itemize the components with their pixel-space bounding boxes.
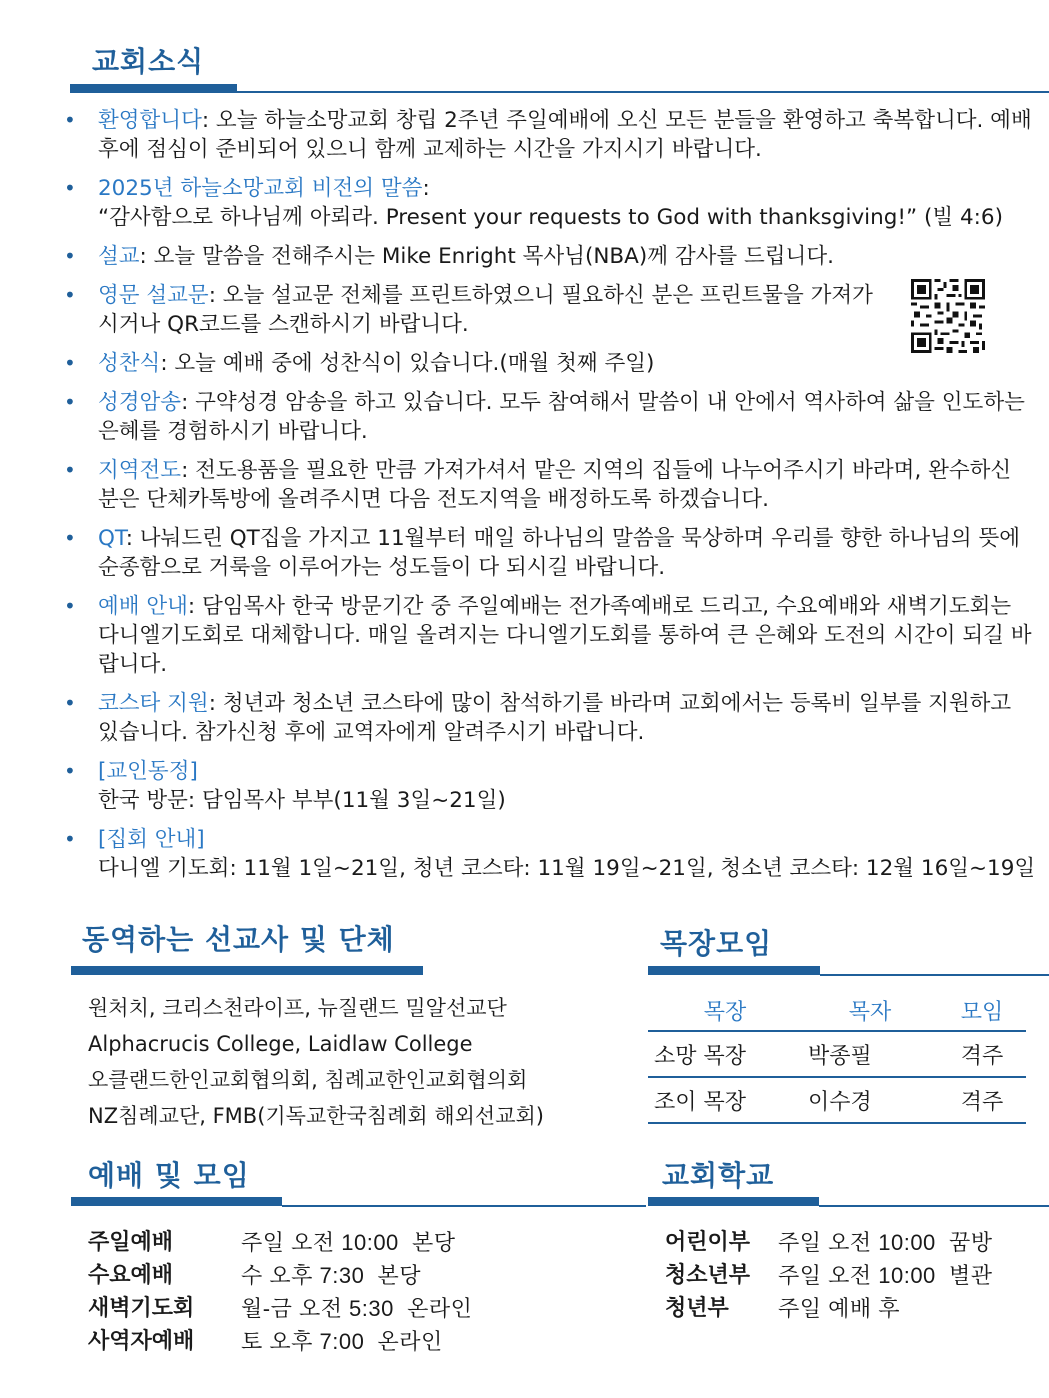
news-title-underline — [70, 84, 237, 93]
news-item-vision — [62, 174, 1037, 232]
news-divider — [237, 91, 1049, 93]
school-schedule — [665, 1226, 993, 1325]
news-item-kosta — [62, 689, 1037, 747]
missions-line: 오클랜드한인교회협의회, 침례교한인교회협의회 — [88, 1068, 528, 1092]
cell-frequency: 격주 — [938, 1077, 1026, 1123]
schedule-name: 수요예배 — [88, 1263, 174, 1288]
news-item-memorization — [62, 388, 1037, 446]
news-item-label: 성찬식 — [98, 351, 161, 376]
missions-line: 원처치, 크리스천라이프, 뉴질랜드 밀알선교단 — [88, 996, 507, 1020]
news-item-meetings — [62, 825, 1037, 883]
missions-list — [88, 990, 544, 1134]
schedule-row — [665, 1259, 993, 1292]
schedule-row — [88, 1259, 472, 1292]
news-item-text: : 나눠드린 QT집을 가지고 11월부터 매일 하나님의 말씀을 묵상하며 우리를 향한 하나님의 뜻에 순종함으로 거룩을 이루어가는 성도들이 다 되시길 바랍니다. — [98, 526, 1021, 580]
member-news-text: 한국 방문: 담임목사 부부(11월 3일~21일) — [98, 788, 506, 813]
schedule-name: 사역자예배 — [88, 1329, 195, 1354]
school-title: 교회학교 — [662, 1159, 775, 1192]
column-header: 목자 — [802, 990, 938, 1031]
news-list — [62, 106, 1037, 893]
news-item-text: : 청년과 청소년 코스타에 많이 참석하기를 바라며 교회에서는 등록비 일부를 지원하고 있습니다. 참가신청 후에 교역자에게 알려주시기 바랍니다. — [98, 691, 1012, 745]
news-item-text: : — [422, 176, 430, 201]
news-item-label: 설교 — [98, 244, 140, 269]
news-item-worship-notice — [62, 592, 1037, 679]
bullet-icon: • — [64, 827, 76, 851]
news-item-text: : 오늘 설교문 전체를 프린트하였으니 필요하신 분은 프린트물을 가져가시거나 QR코드를 스캔하시기 바랍니다. — [98, 283, 873, 337]
bullet-icon: • — [64, 351, 76, 375]
schedule-time: 주일 오전 10:00 꿈방 — [778, 1230, 993, 1255]
news-item-communion — [62, 349, 1037, 378]
news-item-label: 환영합니다 — [98, 108, 202, 133]
schedule-row — [665, 1292, 993, 1325]
schedule-name: 어린이부 — [665, 1230, 751, 1255]
missions-title: 동역하는 선교사 및 단체 — [82, 923, 395, 956]
schedule-name: 청소년부 — [665, 1263, 751, 1288]
missions-title-underline — [71, 966, 423, 975]
worship-schedule — [88, 1226, 472, 1358]
worship-title: 예배 및 모임 — [88, 1159, 250, 1192]
table-header-row — [648, 990, 1026, 1031]
cell-name: 조이 목장 — [648, 1077, 802, 1123]
bullet-icon: • — [64, 691, 76, 715]
news-item-label: [집회 안내] — [98, 827, 205, 852]
cell-leader: 이수경 — [802, 1077, 938, 1123]
cells-title: 목장모임 — [660, 927, 773, 960]
news-item-welcome — [62, 106, 1037, 164]
bullet-icon: • — [64, 244, 76, 268]
news-item-text: : 전도용품을 필요한 만큼 가져가셔서 맡은 지역의 집들에 나누어주시기 바라며, 완수하신 분은 단체카톡방에 올려주시면 다음 전도지역을 배정하도록 하겠습니다. — [98, 458, 1012, 512]
worship-divider — [282, 1205, 646, 1207]
schedule-name: 주일예배 — [88, 1230, 174, 1255]
news-item-label: 코스타 지원 — [98, 691, 209, 716]
bullet-icon: • — [64, 390, 76, 414]
table-row — [648, 1077, 1026, 1123]
schedule-row — [88, 1325, 472, 1358]
qr-code-icon[interactable] — [911, 279, 985, 353]
schedule-time: 토 오후 7:00 온라인 — [241, 1329, 443, 1354]
bullet-icon: • — [64, 759, 76, 783]
news-item-sermon — [62, 242, 1037, 271]
schedule-time: 주일 예배 후 — [778, 1296, 900, 1321]
bullet-icon: • — [64, 176, 76, 200]
cell-group-table — [648, 990, 1026, 1124]
news-item-text: : 구약성경 암송을 하고 있습니다. 모두 참여해서 말씀이 내 안에서 역사하여 삶을 인도하는 은혜를 경험하시기 바랍니다. — [98, 390, 1025, 444]
news-item-label: [교인동정] — [98, 759, 198, 784]
news-item-english-sermon — [62, 281, 1037, 339]
news-item-text: : 담임목사 한국 방문기간 중 주일예배는 전가족예배로 드리고, 수요예배와 새벽기도회는 다니엘기도회로 대체합니다. 매일 올려지는 다니엘기도회를 통하여 큰 은혜와 도전의 시간이 되길 바랍니다. — [98, 594, 1032, 677]
cell-leader: 박종필 — [802, 1031, 938, 1077]
schedule-row — [665, 1226, 993, 1259]
bullet-icon: • — [64, 526, 76, 550]
cells-divider — [820, 974, 1049, 976]
schedule-time: 수 오후 7:30 본당 — [241, 1263, 422, 1288]
schedule-name: 새벽기도회 — [88, 1296, 195, 1321]
schedule-time: 주일 오전 10:00 본당 — [241, 1230, 456, 1255]
news-item-label: QT — [98, 526, 126, 551]
schedule-time: 월-금 오전 5:30 온라인 — [241, 1296, 473, 1321]
news-item-label: 지역전도 — [98, 458, 182, 483]
news-item-label: 예배 안내 — [98, 594, 188, 619]
vision-verse: “감사함으로 하나님께 아뢰라. Present your requests to God with thanksgiving!” (빌 4:6) — [98, 205, 1003, 230]
news-item-evangelism — [62, 456, 1037, 514]
column-header: 모임 — [938, 990, 1026, 1031]
schedule-name: 청년부 — [665, 1296, 729, 1321]
missions-line: Alphacrucis College, Laidlaw College — [88, 1032, 473, 1056]
news-item-label: 영문 설교문 — [98, 283, 209, 308]
cell-name: 소망 목장 — [648, 1031, 802, 1077]
bullet-icon: • — [64, 594, 76, 618]
bullet-icon: • — [64, 458, 76, 482]
news-item-label: 2025년 하늘소망교회 비전의 말씀 — [98, 176, 423, 201]
worship-title-underline — [71, 1197, 282, 1206]
news-title: 교회소식 — [92, 45, 205, 78]
school-title-underline — [648, 1197, 819, 1206]
column-header: 목장 — [648, 990, 802, 1031]
table-row — [648, 1031, 1026, 1077]
bullet-icon: • — [64, 108, 76, 132]
schedule-row — [88, 1292, 472, 1325]
bullet-icon: • — [64, 283, 76, 307]
news-item-label: 성경암송 — [98, 390, 182, 415]
cells-title-underline — [648, 966, 820, 975]
schedule-row — [88, 1226, 472, 1259]
news-item-member-news — [62, 757, 1037, 815]
news-item-text: : 오늘 하늘소망교회 창립 2주년 주일예배에 오신 모든 분들을 환영하고 축복합니다. 예배 후에 점심이 준비되어 있으니 함께 교제하는 시간을 가지시기 바랍니다. — [98, 108, 1032, 162]
news-item-qt — [62, 524, 1037, 582]
missions-line: NZ침례교단, FMB(기독교한국침례회 해외선교회) — [88, 1104, 544, 1128]
meetings-text: 다니엘 기도회: 11월 1일~21일, 청년 코스타: 11월 19일~21일, 청소년 코스타: 12월 16일~19일 — [98, 856, 1036, 881]
news-item-text: : 오늘 예배 중에 성찬식이 있습니다.(매월 첫째 주일) — [160, 351, 655, 376]
school-divider — [819, 1205, 1049, 1207]
schedule-time: 주일 오전 10:00 별관 — [778, 1263, 993, 1288]
cell-frequency: 격주 — [938, 1031, 1026, 1077]
news-item-text: : 오늘 말씀을 전해주시는 Mike Enright 목사님(NBA)께 감사를 드립니다. — [139, 244, 834, 269]
